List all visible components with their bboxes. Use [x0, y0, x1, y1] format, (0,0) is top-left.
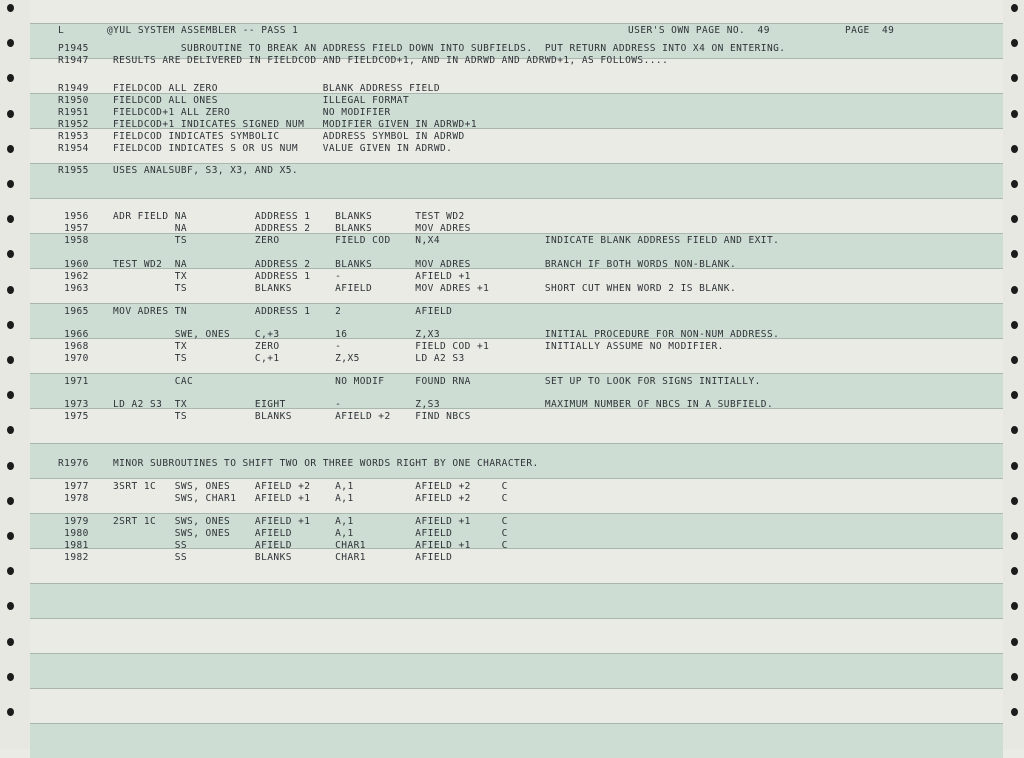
feed-hole [1011, 321, 1018, 329]
listing-line-text: TEST WD2 NA ADDRESS 2 BLANKS MOV ADRES BRANCH IF BOTH WORDS NON-BLANK. [113, 259, 737, 270]
listing-line-text: FIELDCOD INDICATES S OR US NUM VALUE GIVEN IN ADRWD. [113, 143, 453, 154]
listing-line-text: MOV ADRES TN ADDRESS 1 2 AFIELD [113, 306, 453, 317]
feed-hole [1011, 215, 1018, 223]
feed-hole [7, 215, 14, 223]
line-sequence-number: R1951 [58, 107, 89, 118]
line-sequence-number: R1952 [58, 119, 89, 130]
feed-hole [7, 39, 14, 47]
band-rule [30, 653, 1003, 654]
feed-hole [7, 708, 14, 716]
line-sequence-number: R1976 [58, 458, 89, 469]
band-rule [30, 23, 1003, 24]
feed-hole [7, 286, 14, 294]
line-sequence-number: 1971 [58, 376, 89, 387]
feed-hole [1011, 708, 1018, 716]
listing-line-text: SWE, ONES C,+3 16 Z,X3 INITIAL PROCEDURE FOR NON-NUM ADDRESS. [113, 329, 780, 340]
green-band [30, 653, 1003, 688]
listing-line-text: FIELDCOD ALL ZERO BLANK ADDRESS FIELD [113, 83, 440, 94]
listing-line-text: RESULTS ARE DELIVERED IN FIELDCOD AND FIELDCOD+1, AND IN ADRWD AND ADRWD+1, AS FOLLOWS.... [113, 55, 669, 66]
listing-line-text: TX ZERO - FIELD COD +1 INITIALLY ASSUME NO MODIFIER. [113, 341, 724, 352]
feed-hole [7, 462, 14, 470]
listing-line-text: FIELDCOD ALL ONES ILLEGAL FORMAT [113, 95, 410, 106]
line-sequence-number: R1950 [58, 95, 89, 106]
line-sequence-number: 1956 [58, 211, 89, 222]
band-rule [30, 373, 1003, 374]
feed-hole [1011, 497, 1018, 505]
listing-line-text: TS BLANKS AFIELD +2 FIND NBCS [113, 411, 471, 422]
line-sequence-number: 1968 [58, 341, 89, 352]
feed-hole [1011, 356, 1018, 364]
line-sequence-number: 1963 [58, 283, 89, 294]
listing-line-text: FIELDCOD INDICATES SYMBOLIC ADDRESS SYMBOL IN ADRWD [113, 131, 465, 142]
line-sequence-number: 1975 [58, 411, 89, 422]
line-sequence-number: 1962 [58, 271, 89, 282]
green-band [30, 583, 1003, 618]
listing-line-text: ADR FIELD NA ADDRESS 1 BLANKS TEST WD2 [113, 211, 465, 222]
line-sequence-number: 1970 [58, 353, 89, 364]
feed-hole [1011, 532, 1018, 540]
feed-hole [1011, 39, 1018, 47]
feed-hole [7, 426, 14, 434]
feed-hole [1011, 567, 1018, 575]
listing-line-text: TS C,+1 Z,X5 LD A2 S3 [113, 353, 465, 364]
line-sequence-number: 1960 [58, 259, 89, 270]
line-sequence-number: R1955 [58, 165, 89, 176]
band-rule [30, 513, 1003, 514]
line-sequence-number: 1958 [58, 235, 89, 246]
band-rule [30, 443, 1003, 444]
line-sequence-number: 1957 [58, 223, 89, 234]
feed-hole [1011, 250, 1018, 258]
line-sequence-number: 1982 [58, 552, 89, 563]
listing-line-text: FIELDCOD+1 ALL ZERO NO MODIFIER [113, 107, 391, 118]
feed-hole [7, 391, 14, 399]
band-rule [30, 583, 1003, 584]
feed-hole [7, 110, 14, 118]
listing-line-text: CAC NO MODIF FOUND RNA SET UP TO LOOK FOR SIGNS INITIALLY. [113, 376, 761, 387]
line-sequence-number: 1965 [58, 306, 89, 317]
listing-line-text: SWS, ONES AFIELD A,1 AFIELD C [113, 528, 508, 539]
feed-hole [7, 532, 14, 540]
line-sequence-number: 1973 [58, 399, 89, 410]
line-sequence-number: 1979 [58, 516, 89, 527]
band-rule [30, 618, 1003, 619]
feed-hole [7, 4, 14, 12]
feed-hole [1011, 391, 1018, 399]
band-rule [30, 163, 1003, 164]
feed-hole [7, 145, 14, 153]
listing-line-text: NA ADDRESS 2 BLANKS MOV ADRES [113, 223, 471, 234]
listing-line-text: USES ANALSUBF, S3, X3, AND X5. [113, 165, 299, 176]
listing-line-text: TS BLANKS AFIELD MOV ADRES +1 SHORT CUT WHEN WORD 2 IS BLANK. [113, 283, 737, 294]
line-sequence-number: R1947 [58, 55, 89, 66]
listing-line-text: MINOR SUBROUTINES TO SHIFT TWO OR THREE WORDS RIGHT BY ONE CHARACTER. [113, 458, 539, 469]
header-users-page: USER'S OWN PAGE NO. 49 [628, 25, 770, 36]
listing-line-text: 3SRT 1C SWS, ONES AFIELD +2 A,1 AFIELD +2 C [113, 481, 508, 492]
feed-hole [7, 250, 14, 258]
line-sequence-number: 1966 [58, 329, 89, 340]
band-rule [30, 303, 1003, 304]
header-page-number: PAGE 49 [845, 25, 895, 36]
listing-line-text: SUBROUTINE TO BREAK AN ADDRESS FIELD DOWN INTO SUBFIELDS. PUT RETURN ADDRESS INTO X4 ON ENTERING. [113, 43, 786, 54]
line-sequence-number: R1953 [58, 131, 89, 142]
line-sequence-number: R1949 [58, 83, 89, 94]
listing-line-text: SS BLANKS CHAR1 AFIELD [113, 552, 453, 563]
feed-hole [1011, 673, 1018, 681]
line-sequence-number: 1977 [58, 481, 89, 492]
listing-line-text: TS ZERO FIELD COD N,X4 INDICATE BLANK ADDRESS FIELD AND EXIT. [113, 235, 780, 246]
listing-line-text: TX ADDRESS 1 - AFIELD +1 [113, 271, 471, 282]
line-sequence-number: 1978 [58, 493, 89, 504]
feed-hole [1011, 4, 1018, 12]
feed-hole [1011, 602, 1018, 610]
line-sequence-number: 1980 [58, 528, 89, 539]
line-sequence-number: 1981 [58, 540, 89, 551]
feed-hole [1011, 180, 1018, 188]
line-sequence-number: P1945 [58, 43, 89, 54]
listing-line-text: FIELDCOD+1 INDICATES SIGNED NUM MODIFIER GIVEN IN ADRWD+1 [113, 119, 477, 130]
left-tractor-margin [0, 0, 30, 749]
feed-hole [7, 74, 14, 82]
green-band [30, 723, 1003, 758]
header-listing-code: L [58, 25, 65, 36]
feed-hole [7, 673, 14, 681]
feed-hole [1011, 638, 1018, 646]
band-rule [30, 198, 1003, 199]
feed-hole [7, 497, 14, 505]
feed-hole [1011, 110, 1018, 118]
header-title: @YUL SYSTEM ASSEMBLER -- PASS 1 [107, 25, 299, 36]
feed-hole [7, 321, 14, 329]
band-rule [30, 688, 1003, 689]
feed-hole [1011, 286, 1018, 294]
feed-hole [1011, 462, 1018, 470]
listing-line-text: 2SRT 1C SWS, ONES AFIELD +1 A,1 AFIELD +1 C [113, 516, 508, 527]
line-sequence-number: R1954 [58, 143, 89, 154]
listing-line-text: LD A2 S3 TX EIGHT - Z,S3 MAXIMUM NUMBER OF NBCS IN A SUBFIELD. [113, 399, 774, 410]
feed-hole [7, 567, 14, 575]
feed-hole [1011, 145, 1018, 153]
feed-hole [7, 180, 14, 188]
feed-hole [1011, 74, 1018, 82]
band-rule [30, 478, 1003, 479]
feed-hole [7, 602, 14, 610]
listing-line-text: SS AFIELD CHAR1 AFIELD +1 C [113, 540, 508, 551]
feed-hole [1011, 426, 1018, 434]
feed-hole [7, 638, 14, 646]
band-rule [30, 723, 1003, 724]
feed-hole [7, 356, 14, 364]
listing-line-text: SWS, CHAR1 AFIELD +1 A,1 AFIELD +2 C [113, 493, 508, 504]
